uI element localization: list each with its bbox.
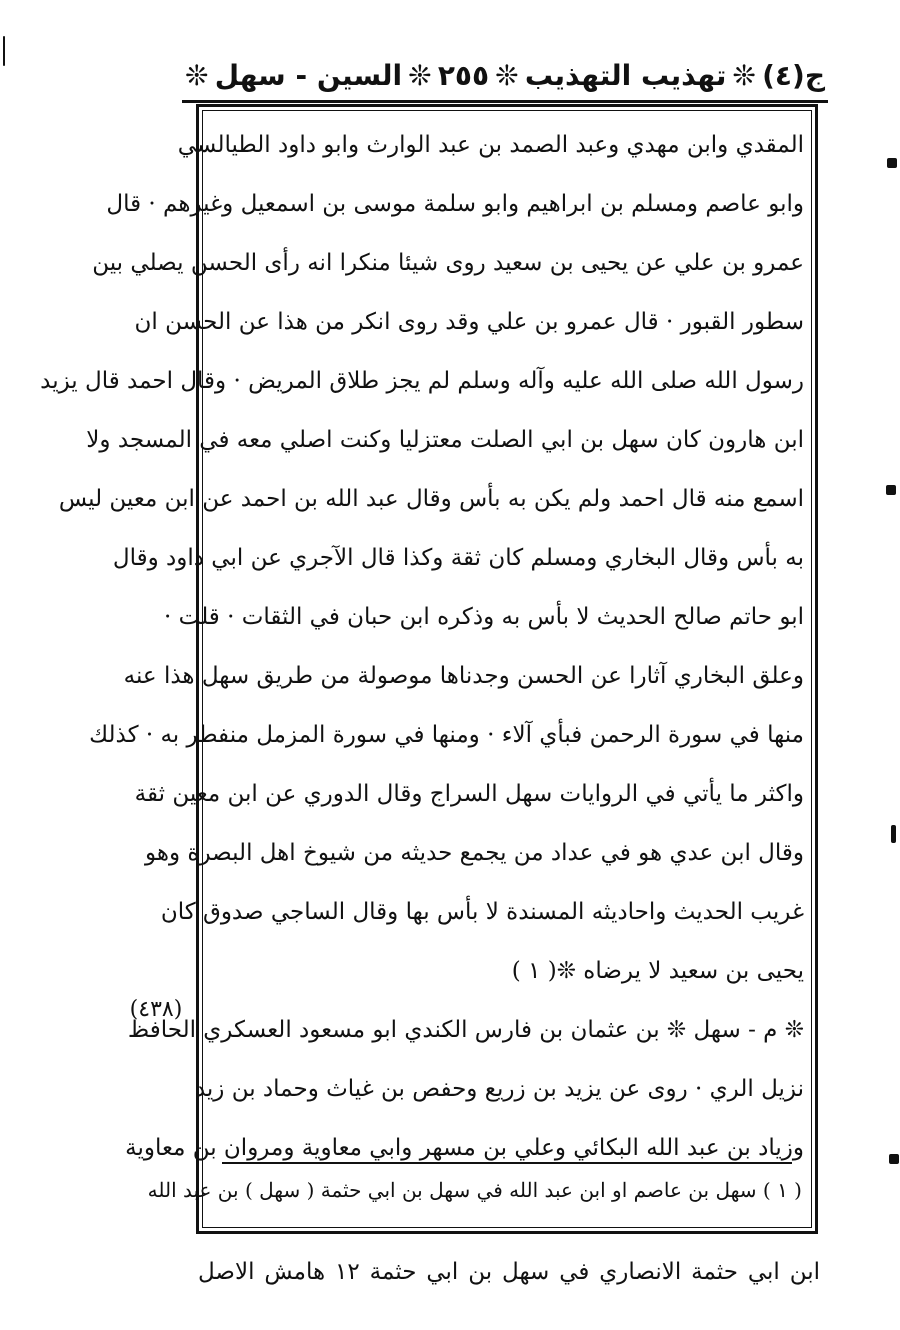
- scan-mark: [891, 825, 896, 843]
- text-line: غريب الحديث واحاديثه المسندة لا بأس بها وقال الساجي صدوق كان: [160, 899, 804, 925]
- header-divider: [182, 100, 828, 103]
- scan-mark: [889, 1154, 899, 1164]
- scan-mark: [886, 485, 896, 495]
- ornament-icon: ❊: [408, 58, 432, 92]
- text-line: وعلق البخاري آثارا عن الحسن وجدناها موصولة من طريق سهل هذا عنه: [123, 663, 804, 689]
- entry-heading-line: ❊ م - سهل ❊ بن عثمان بن فارس الكندي ابو مسعود العسكري الحافظ: [127, 1017, 804, 1043]
- page-number: ٢٥٥: [437, 58, 490, 92]
- text-line: عمرو بن علي عن يحيى بن سعيد روى شيئا منكرا انه رأى الحسن يصلي بين: [92, 250, 804, 276]
- marginal-note: ابن ابي حثمة الانصاري في سهل بن ابي حثمة ١٢ هامش الاصل: [198, 1259, 821, 1285]
- section-label: السين - سهل: [214, 58, 403, 92]
- text-line: وزياد بن عبد الله البكائي وعلي بن مسهر وابي معاوية ومروان بن معاوية: [125, 1135, 804, 1161]
- scan-mark: [887, 158, 897, 168]
- text-line: اسمع منه قال احمد ولم يكن به بأس وقال عبد الله بن احمد عن ابن معين ليس: [58, 486, 804, 512]
- scan-mark: [3, 36, 5, 66]
- text-line: ابن هارون كان سهل بن ابي الصلت معتزليا وكنت اصلي معه في المسجد ولا: [86, 427, 804, 453]
- ornament-icon: ❊: [185, 58, 209, 92]
- text-line: المقدي وابن مهدي وعبد الصمد بن عبد الوارث وابو داود الطيالسي: [177, 132, 804, 158]
- book-title: تهذيب التهذيب: [524, 58, 727, 92]
- entry-number: (٤٣٨): [129, 997, 183, 1022]
- text-line: ابو حاتم صالح الحديث لا بأس به وذكره ابن حبان في الثقات · قلت ·: [163, 604, 804, 630]
- text-line: به بأس وقال البخاري ومسلم كان ثقة وكذا قال الآجري عن ابي داود وقال: [112, 545, 804, 571]
- text-line: سطور القبور · قال عمرو بن علي وقد روى انكر من هذا عن الحسن ان: [134, 309, 804, 335]
- text-line: نزيل الري · روى عن يزيد بن زريع وحفص بن غياث وحماد بن زيد: [194, 1076, 804, 1102]
- ornament-icon: ❊: [732, 58, 756, 92]
- footnote-divider: [222, 1162, 792, 1164]
- text-line: رسول الله صلى الله عليه وآله وسلم لم يجز طلاق المريض · وقال احمد قال يزيد: [40, 368, 804, 394]
- running-header: [185, 52, 825, 98]
- text-line: وابو عاصم ومسلم بن ابراهيم وابو سلمة موسى بن اسمعيل وغيرهم · قال: [106, 191, 804, 217]
- text-line: وقال ابن عدي هو في عداد من يجمع حديثه من شيوخ اهل البصرة وهو: [145, 840, 804, 866]
- text-line: يحيى بن سعيد لا يرضاه ❊( ١ ): [511, 958, 804, 984]
- ornament-icon: ❊: [495, 58, 519, 92]
- text-line: منها في سورة الرحمن فبأي آلاء · ومنها في سورة المزمل منفطر به · كذلك: [89, 722, 804, 748]
- footnote: ( ١ ) سهل بن عاصم او ابن عبد الله في سهل بن ابي حثمة ( سهل ) بن عبد الله: [147, 1178, 802, 1202]
- text-line: واكثر ما يأتي في الروايات سهل السراج وقال الدوري عن ابن معين ثقة: [134, 781, 804, 807]
- volume-label: ج(٤): [762, 58, 825, 92]
